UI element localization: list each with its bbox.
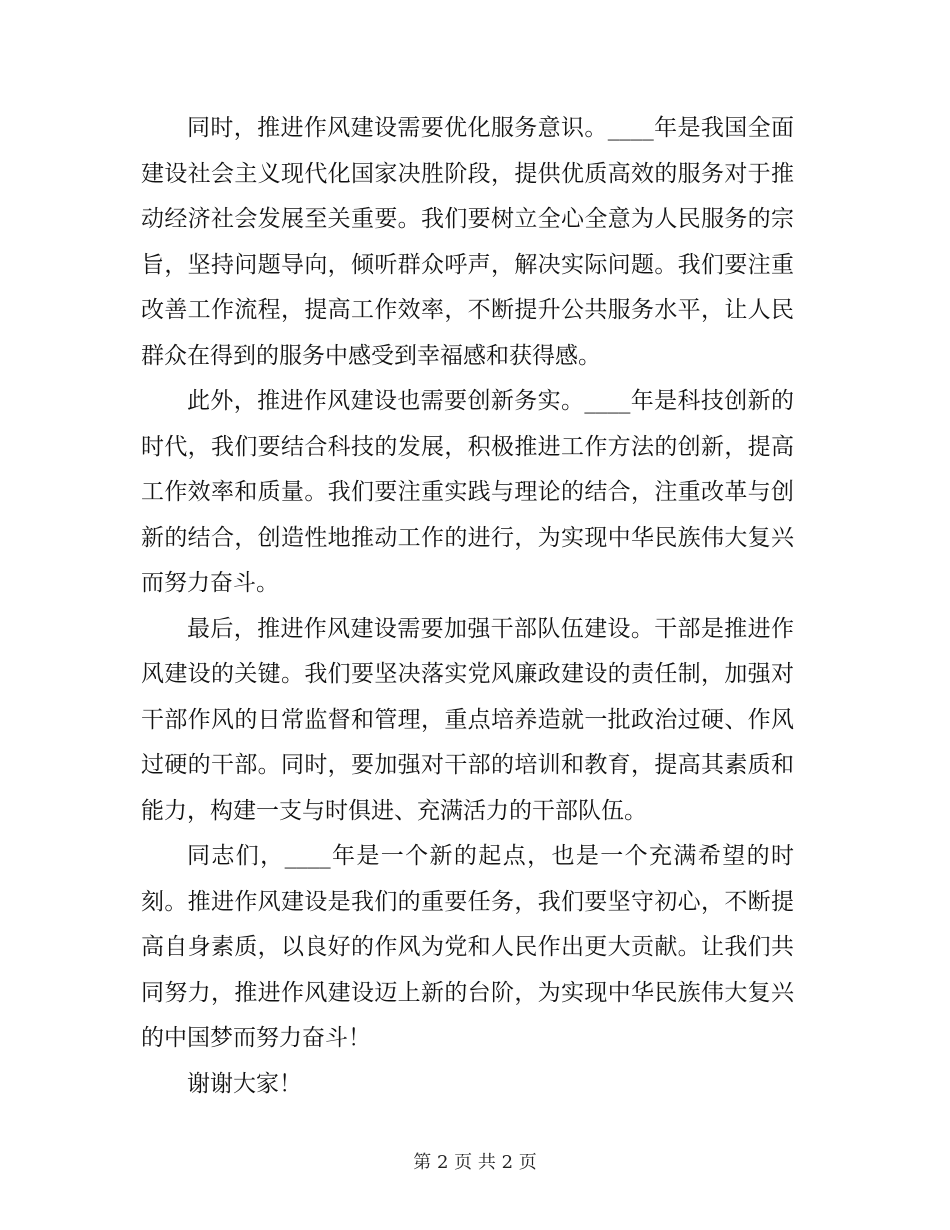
page-number-footer: 第 2 页 共 2 页: [413, 1152, 537, 1173]
paragraph-innovation: 此外，推进作风建设也需要创新务实。____年是科技创新的时代，我们要结合科技的发展，积极推进工作方法的创新，提高工作效率和质量。我们要注重实践与理论的结合，注重改革与创新的结合，创造性地推动工作的进行，为实现中华民族伟大复兴而努力奋斗。: [141, 388, 794, 596]
document-body: [141, 106, 794, 1107]
paragraph-thanks: 谢谢大家！: [187, 1070, 302, 1097]
paragraph-cadre-team: 最后，推进作风建设需要加强干部队伍建设。干部是推进作风建设的关键。我们要坚决落实党风廉政建设的责任制，加强对干部作风的日常监督和管理，重点培养造就一批政治过硬、作风过硬的干部。同时，要加强对干部的培训和教育，提高其素质和能力，构建一支与时俱进、充满活力的干部队伍。: [141, 615, 794, 824]
paragraph-service-awareness: 同时，推进作风建设需要优化服务意识。____年是我国全面建设社会主义现代化国家决胜阶段，提供优质高效的服务对于推动经济社会发展至关重要。我们要树立全心全意为人民服务的宗旨，坚持问题导向，倾听群众呼声，解决实际问题。我们要注重改善工作流程，提高工作效率，不断提升公共服务水平，让人民群众在得到的服务中感受到幸福感和获得感。: [141, 115, 794, 369]
paragraph-conclusion: 同志们，____年是一个新的起点，也是一个充满希望的时刻。推进作风建设是我们的重要任务，我们要坚守初心，不断提高自身素质，以良好的作风为党和人民作出更大贡献。让我们共同努力，推进作风建设迈上新的台阶，为实现中华民族伟大复兴的中国梦而努力奋斗！: [141, 843, 794, 1051]
